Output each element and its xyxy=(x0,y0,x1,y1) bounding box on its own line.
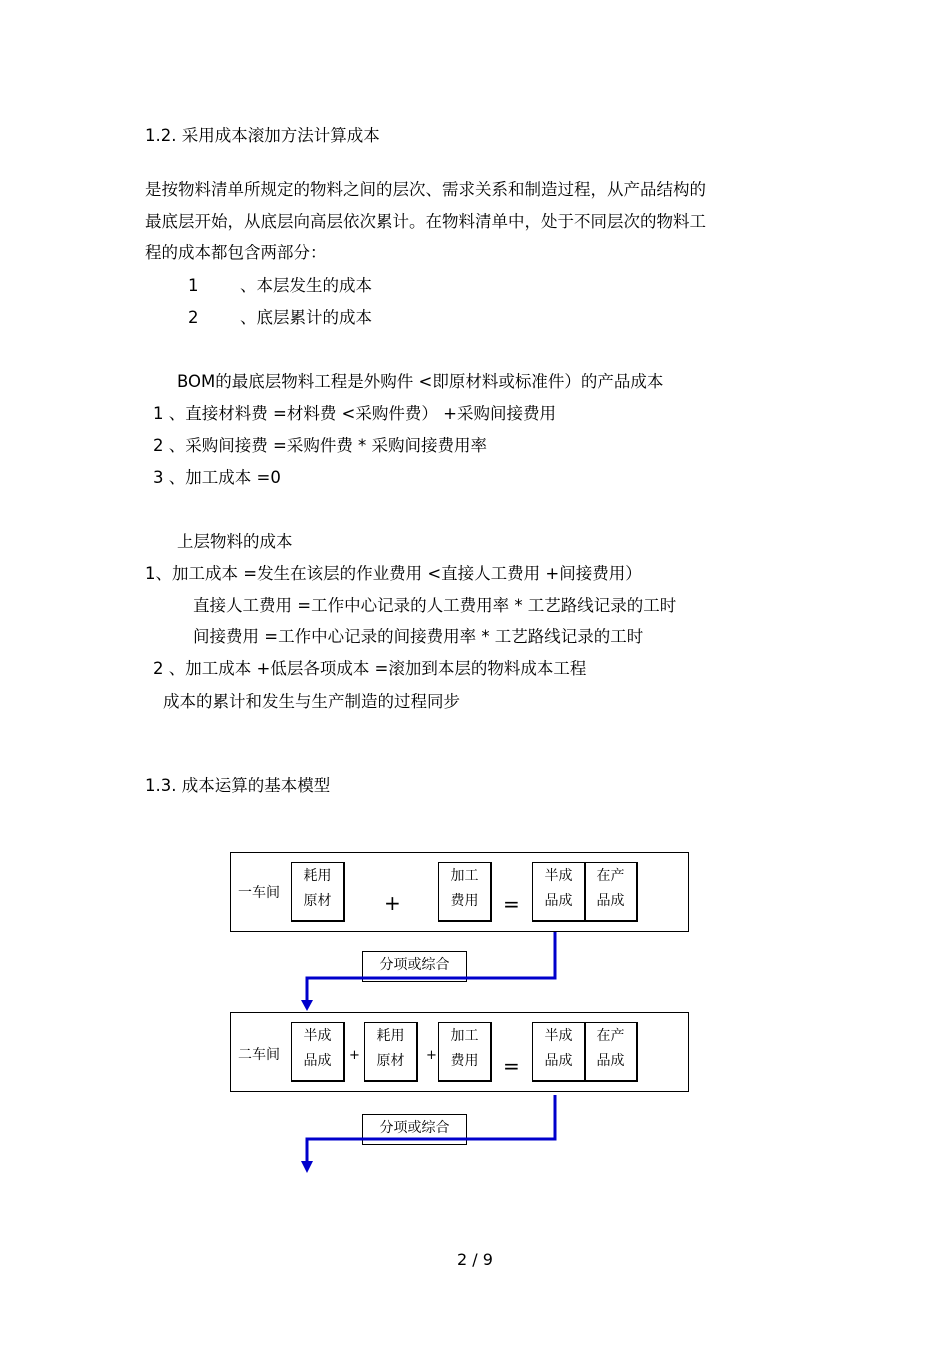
ws1-processing-cost-cell: 加工 费用 xyxy=(438,862,492,922)
list-number: 1 xyxy=(188,276,199,295)
section-heading-1-2: 1.2. 采用成本滚加方法计算成本 xyxy=(145,126,380,145)
equals-sign: = xyxy=(503,892,520,916)
ws2-processing-cost-cell: 加工 费用 xyxy=(438,1022,492,1082)
ws1-semi-finished-cell: 半成 品成 xyxy=(532,862,586,922)
upper-subitem: 间接费用 =工作中心记录的间接费用率 * 工艺路线记录的工时 xyxy=(193,627,644,646)
upper-note: 成本的累计和发生与生产制造的过程同步 xyxy=(163,692,460,711)
upper-subitem: 直接人工费用 =工作中心记录的人工费用率 * 工艺路线记录的工时 xyxy=(193,596,677,615)
ws1-wip-cell: 在产 品成 xyxy=(584,862,638,922)
flow-arrow-1 xyxy=(307,932,555,1002)
flow-arrow-2 xyxy=(307,1095,555,1163)
equals-sign: = xyxy=(503,1054,520,1078)
bom-title: BOM的最底层物料工程是外购件 <即原材料或标准件）的产品成本 xyxy=(177,372,664,391)
paragraph-line: 最底层开始，从底层向高层依次累计。在物料清单中，处于不同层次的物料工 xyxy=(145,212,706,231)
arrowhead-1-icon xyxy=(301,1000,313,1011)
bom-item: 3 、加工成本 =0 xyxy=(153,468,281,487)
paragraph-line: 程的成本都包含两部分： xyxy=(145,243,327,262)
ws2-semi-finished-in-cell: 半成 品成 xyxy=(291,1022,345,1082)
arrowhead-2-icon xyxy=(301,1161,313,1173)
plus-sign: + xyxy=(426,1048,437,1063)
transfer-label: 分项或综合 xyxy=(362,1114,467,1145)
page-number: 2 / 9 xyxy=(457,1250,493,1269)
ws2-raw-material-cell: 耗用 原材 xyxy=(364,1022,418,1082)
workshop-1-label: 一车间 xyxy=(238,885,280,901)
ws2-wip-cell: 在产 品成 xyxy=(584,1022,638,1082)
bom-item: 1 、直接材料费 =材料费 <采购件费） +采购间接费用 xyxy=(153,404,556,423)
list-item: 、底层累计的成本 xyxy=(240,308,372,327)
ws2-semi-finished-cell: 半成 品成 xyxy=(532,1022,586,1082)
list-number: 2 xyxy=(188,308,199,327)
paragraph-line: 是按物料清单所规定的物料之间的层次、需求关系和制造过程，从产品结构的 xyxy=(145,180,706,199)
plus-sign: + xyxy=(384,891,401,915)
section-heading-1-3: 1.3. 成本运算的基本模型 xyxy=(145,776,331,795)
bom-item: 2 、采购间接费 =采购件费 * 采购间接费用率 xyxy=(153,436,488,455)
transfer-label: 分项或综合 xyxy=(362,951,467,982)
upper-title: 上层物料的成本 xyxy=(177,532,293,551)
plus-sign: + xyxy=(349,1048,360,1063)
ws1-raw-material-cell: 耗用 原材 xyxy=(291,862,345,922)
workshop-2-label: 二车间 xyxy=(238,1047,280,1063)
upper-item: 2 、加工成本 +低层各项成本 =滚加到本层的物料成本工程 xyxy=(153,659,587,678)
upper-item: 1、加工成本 =发生在该层的作业费用 <直接人工费用 +间接费用） xyxy=(145,564,642,583)
list-item: 、本层发生的成本 xyxy=(240,276,372,295)
